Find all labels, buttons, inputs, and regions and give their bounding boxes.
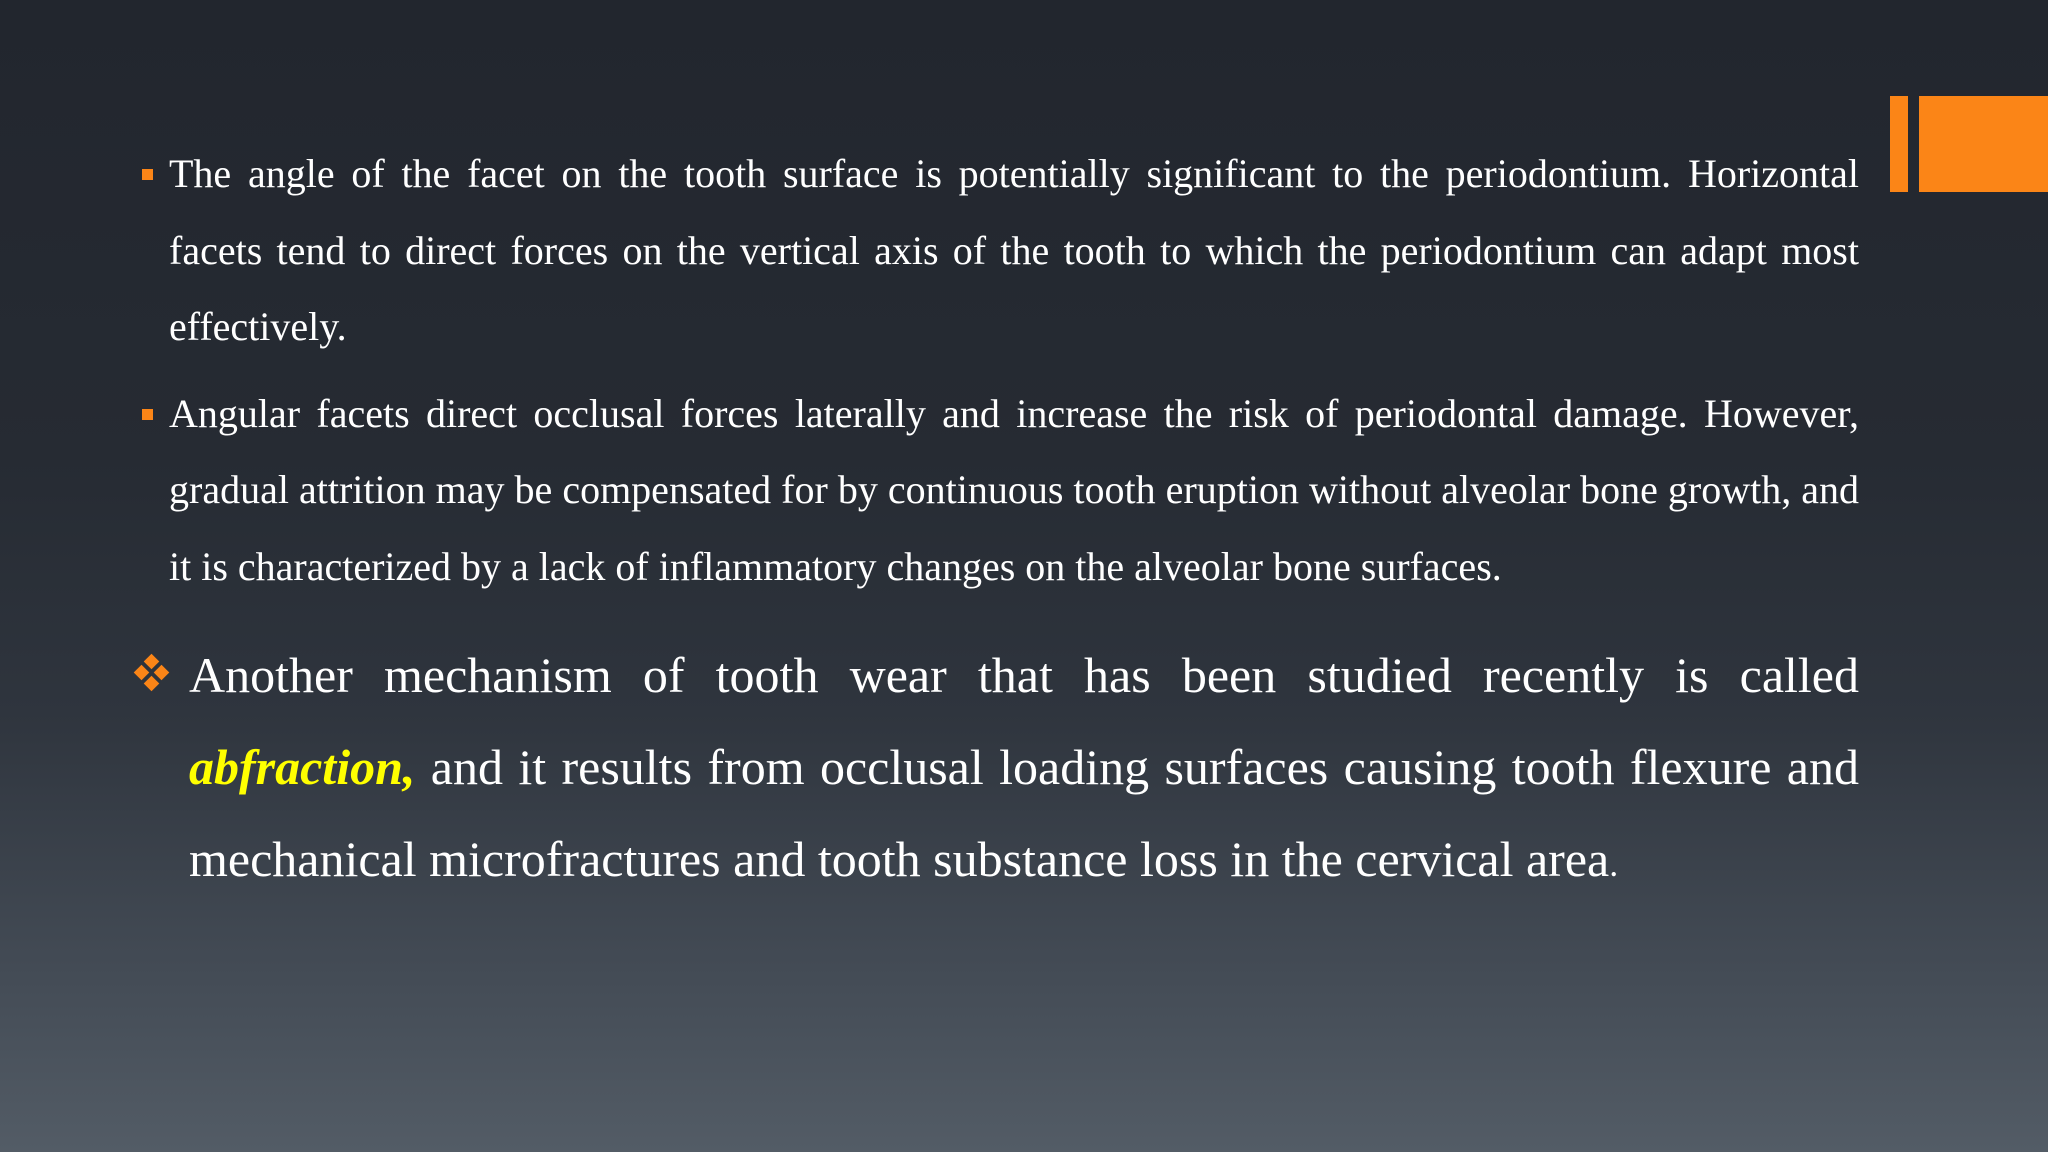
bullet-text: The angle of the facet on the tooth surface is potentially significant to the periodontium. Horizontal facets tend to direct forces on the vertical axis of the tooth to which the periodontium can adapt most effectively. <box>169 151 1859 349</box>
abfraction-text-after: and it results from occlusal loading surfaces causing tooth flexure and mechanical microfractures and tooth substance loss in the cervical area <box>189 739 1860 887</box>
accent-bar-thin <box>1890 96 1908 192</box>
abfraction-text-before: Another mechanism of tooth wear that has been studied recently is called <box>189 647 1859 703</box>
accent-bar-wide <box>1919 96 2048 192</box>
slide-content <box>137 136 1859 910</box>
abfraction-term: abfraction, <box>189 739 416 795</box>
bullet-facet-angle <box>137 136 1859 366</box>
four-diamond-bullet-icon <box>134 655 170 691</box>
bullet-angular-facets <box>137 376 1859 606</box>
bullet-text: Angular facets direct occlusal forces laterally and increase the risk of periodontal damage. However, gradual attrition may be compensated for by continuous tooth eruption without alveolar bone growth, and it is characterized by a lack of inflammatory changes on the alveolar bone surfaces. <box>169 390 1859 589</box>
abfraction-text-end: . <box>1609 844 1619 884</box>
bullet-abfraction <box>137 629 1859 910</box>
square-bullet-icon <box>142 409 153 420</box>
square-bullet-icon <box>142 169 153 180</box>
